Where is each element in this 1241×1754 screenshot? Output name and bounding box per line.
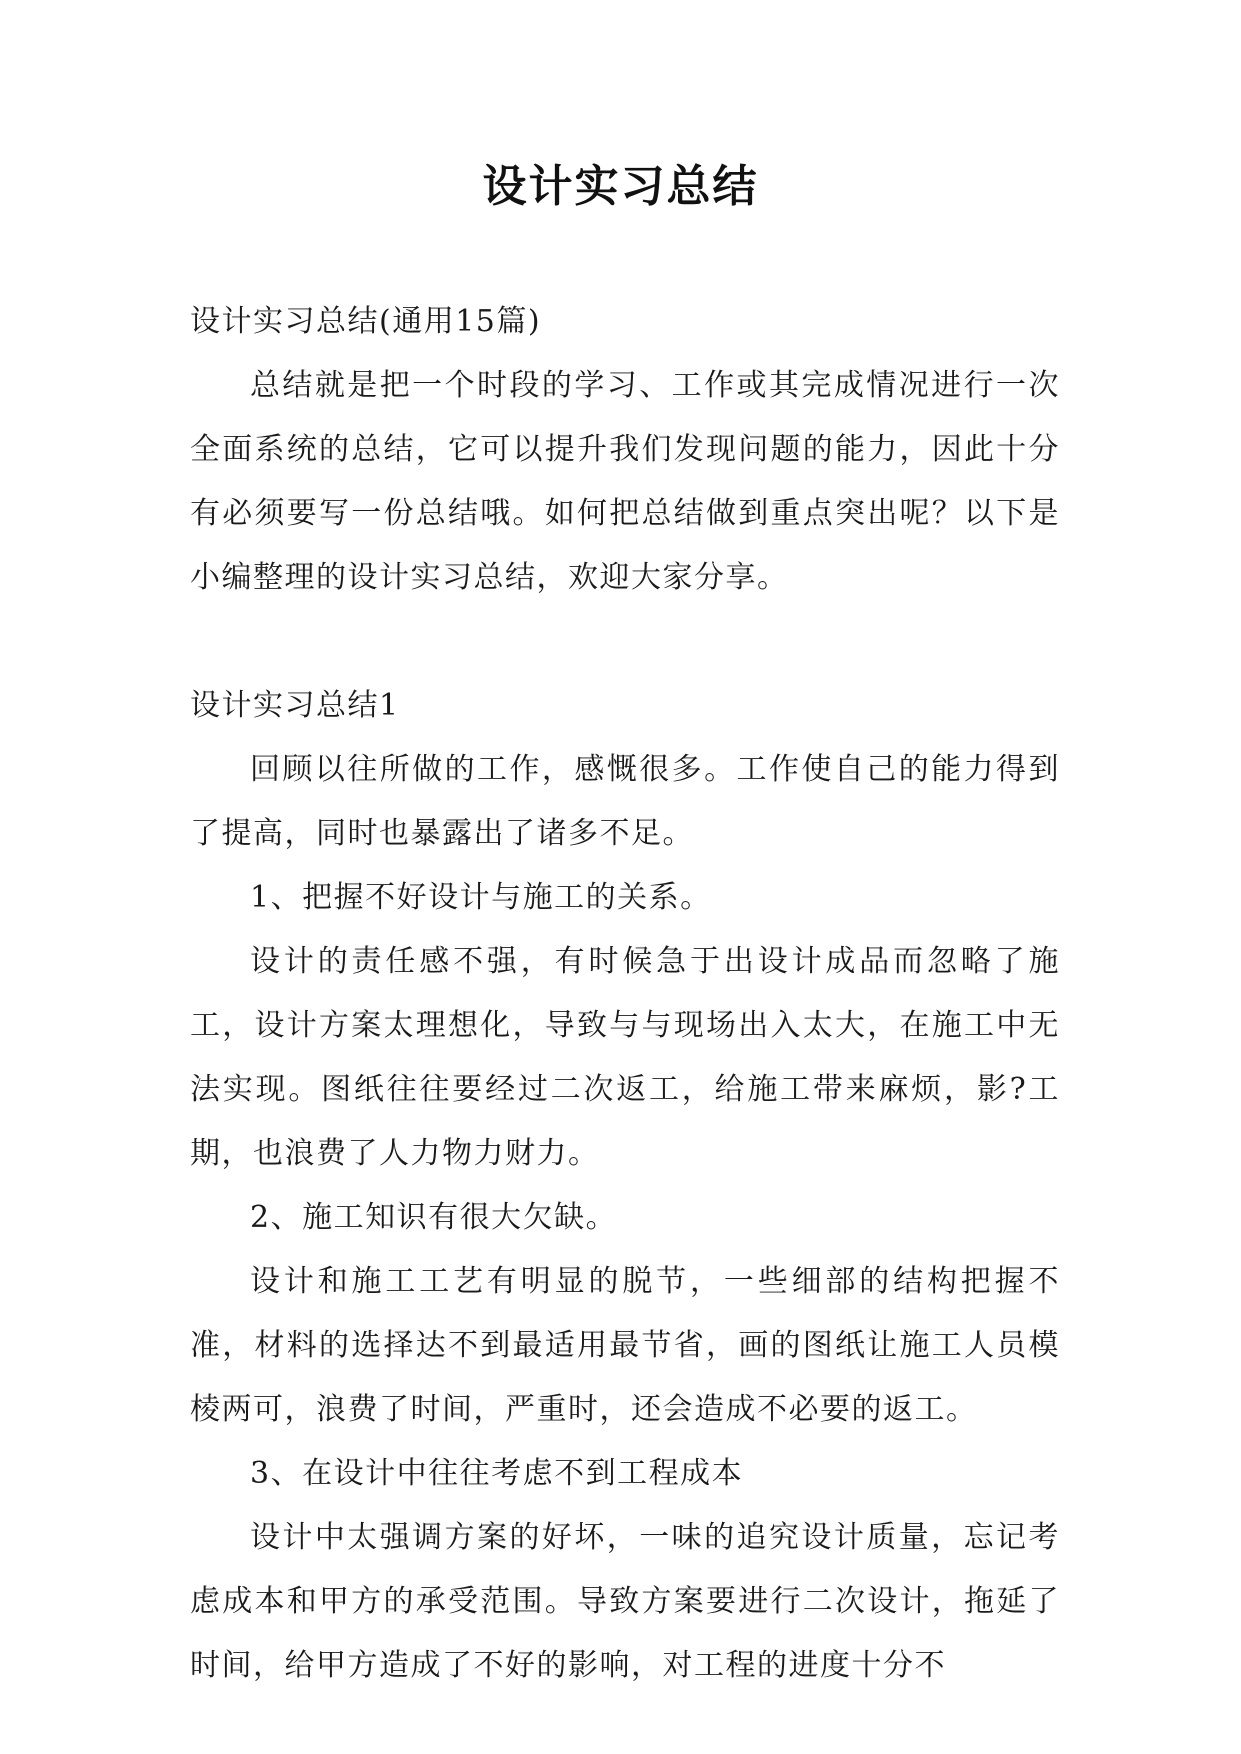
numbered-point: 3、在设计中往往考虑不到工程成本 <box>250 1456 744 1491</box>
body-paragraph: 回顾以往所做的工作，感慨很多。工作使自己的能力得到了提高，同时也暴露出了诸多不足。 <box>190 752 1060 851</box>
section-gap <box>190 610 1060 674</box>
body-paragraph: 设计中太强调方案的好坏，一味的追究设计质量，忘记考虑成本和甲方的承受范围。导致方案要进行二次设计，拖延了时间，给甲方造成了不好的影响，对工程的进度十分不 <box>190 1520 1060 1683</box>
section-heading: 设计实习总结1 <box>190 688 400 723</box>
numbered-point: 2、施工知识有很大欠缺。 <box>250 1200 618 1235</box>
body-paragraph: 设计和施工工艺有明显的脱节，一些细部的结构把握不准，材料的选择达不到最适用最节省，画的图纸让施工人员模棱两可，浪费了时间，严重时，还会造成不必要的返工。 <box>190 1264 1060 1427</box>
body-paragraph: 设计的责任感不强，有时候急于出设计成品而忽略了施工，设计方案太理想化，导致与与现场出入太大，在施工中无法实现。图纸往往要经过二次返工，给施工带来麻烦，影?工期，也浪费了人力物力财力。 <box>190 944 1060 1171</box>
document-body <box>190 290 1060 1698</box>
subtitle-line: 设计实习总结(通用15篇) <box>190 304 542 339</box>
document-title: 设计实习总结 <box>482 161 759 212</box>
intro-paragraph: 总结就是把一个时段的学习、工作或其完成情况进行一次全面系统的总结，它可以提升我们发现问题的能力，因此十分有必须要写一份总结哦。如何把总结做到重点突出呢？以下是小编整理的设计实习总结，欢迎大家分享。 <box>190 368 1060 595</box>
numbered-point: 1、把握不好设计与施工的关系。 <box>250 880 712 915</box>
